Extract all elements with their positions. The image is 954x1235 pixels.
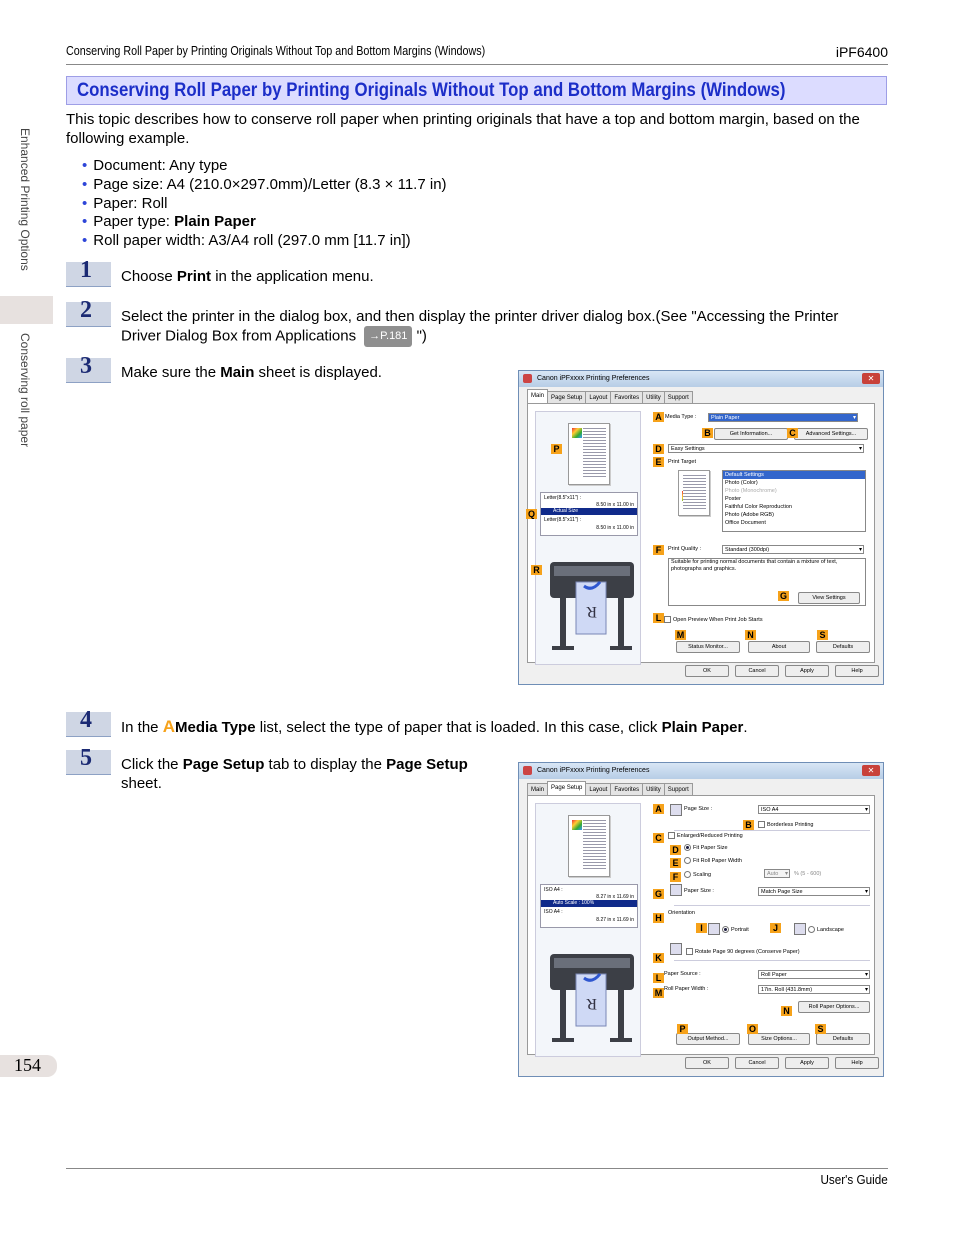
cancel-button[interactable]: Cancel: [735, 665, 779, 677]
footer-text: User's Guide: [820, 1172, 888, 1187]
tab-support[interactable]: Support: [664, 391, 693, 404]
header-rule: [66, 64, 888, 65]
print-quality-label: Print Quality :: [668, 546, 702, 552]
side-tab-section[interactable]: Conserving roll paper: [18, 333, 32, 448]
roll-paper-options-button[interactable]: Roll Paper Options...: [798, 1001, 870, 1013]
print-quality-select[interactable]: Standard (300dpi) ▾: [722, 545, 864, 554]
fit-roll-radio[interactable]: Fit Roll Paper Width: [684, 857, 742, 864]
tab-favorites[interactable]: Favorites: [610, 391, 643, 404]
rotate-icon: [670, 943, 682, 955]
callout-label: E: [653, 457, 664, 467]
landscape-icon: [794, 923, 806, 935]
media-type-select[interactable]: Plain Paper ▾: [708, 413, 858, 422]
step-3-number: 3: [80, 353, 92, 379]
callout-label: A: [653, 804, 664, 814]
list-item: • Page size: A4 (210.0×297.0mm)/Letter (8.3 × 11.7 in): [82, 176, 447, 193]
footer-rule: [66, 1168, 888, 1169]
callout-label: K: [653, 953, 664, 963]
document-preview: [568, 815, 610, 877]
callout-label: B: [743, 820, 754, 830]
callout-label: C: [653, 833, 664, 843]
open-preview-checkbox[interactable]: Open Preview When Print Job Starts: [664, 616, 763, 623]
orientation-label: Orientation: [668, 910, 695, 916]
page-icon: [670, 804, 682, 816]
scaling-input[interactable]: Auto ▾: [764, 869, 790, 878]
printer-illustration: [540, 552, 638, 660]
tab-page-setup[interactable]: Page Setup: [547, 781, 586, 796]
printer-illustration: [540, 944, 638, 1052]
callout-label: L: [653, 973, 664, 983]
scaling-range: % (5 - 600): [794, 871, 822, 877]
callout-label: P: [551, 444, 562, 454]
paper-size-label: Paper Size :: [684, 888, 714, 894]
callout-label: L: [653, 613, 664, 623]
page-size-select[interactable]: ISO A4 ▾: [758, 805, 870, 814]
description-box: Suitable for printing normal documents that contain a mixture of text, photographs and graphics.: [668, 558, 866, 606]
help-button[interactable]: Help: [835, 665, 879, 677]
callout-marker: A: [162, 717, 175, 736]
running-header-title: Conserving Roll Paper by Printing Originals Without Top and Bottom Margins (Windows): [66, 44, 486, 58]
page-reference-link[interactable]: →P.181: [364, 326, 412, 347]
callout-label: Q: [527, 509, 535, 519]
callout-label: O: [748, 1024, 756, 1034]
close-icon[interactable]: ✕: [862, 373, 880, 384]
page-size-label: Page Size :: [684, 806, 713, 812]
paper-source-select[interactable]: Roll Paper ▾: [758, 970, 870, 979]
step-3-text: Make sure the Main sheet is displayed.: [121, 364, 382, 381]
dialog-titlebar: Canon iPFxxxx Printing Preferences ✕: [519, 371, 883, 387]
scaling-radio[interactable]: Scaling: [684, 871, 711, 878]
list-item: • Document: Any type: [82, 157, 228, 174]
divider: [674, 905, 870, 906]
callout-label: R: [531, 565, 542, 575]
callout-label: S: [815, 1024, 826, 1034]
roll-width-select[interactable]: 17in. Roll (431.8mm) ▾: [758, 985, 870, 994]
about-button[interactable]: About: [748, 641, 810, 653]
step-1-text: Choose Print in the application menu.: [121, 268, 374, 285]
close-icon[interactable]: ✕: [862, 765, 880, 776]
size-options-button[interactable]: Size Options...: [748, 1033, 810, 1045]
media-type-label: Media Type :: [665, 414, 697, 420]
callout-label: M: [654, 988, 663, 998]
tab-support[interactable]: Support: [664, 783, 693, 796]
apply-button[interactable]: Apply: [785, 665, 829, 677]
ok-button[interactable]: OK: [685, 665, 729, 677]
tab-main[interactable]: Main: [527, 389, 548, 404]
tab-bar: [527, 783, 692, 795]
intro-paragraph: This topic describes how to conserve roll paper when printing originals that have a top and bottom margin, based on the following example.: [66, 111, 860, 147]
section-title: Conserving Roll Paper by Printing Originals Without Top and Bottom Margins (Windows): [77, 80, 786, 101]
portrait-icon: [708, 923, 720, 935]
get-information-button[interactable]: Get Information...: [714, 428, 788, 440]
tab-utility[interactable]: Utility: [642, 783, 665, 796]
main-sheet-panel: [527, 403, 875, 663]
paper-size-icon: [670, 884, 682, 896]
fit-paper-radio[interactable]: Fit Paper Size: [684, 844, 728, 851]
dialog-page-setup-screenshot: [518, 762, 884, 1077]
callout-label: F: [670, 872, 681, 882]
callout-label: I: [696, 923, 707, 933]
tab-layout[interactable]: Layout: [585, 391, 611, 404]
callout-label: F: [653, 545, 664, 555]
advanced-settings-button[interactable]: Advanced Settings...: [794, 428, 868, 440]
defaults-button[interactable]: Defaults: [816, 1033, 870, 1045]
borderless-checkbox[interactable]: Borderless Printing: [758, 821, 813, 828]
view-settings-button[interactable]: View Settings: [798, 592, 860, 604]
callout-label: S: [817, 630, 828, 640]
defaults-button[interactable]: Defaults: [816, 641, 870, 653]
running-header-model: iPF6400: [835, 44, 888, 60]
list-item: • Paper type: Plain Paper: [82, 213, 256, 230]
print-target-preview: [678, 470, 710, 516]
divider: [674, 830, 870, 831]
step-2-text: Select the printer in the dialog box, and then display the printer driver dialog box.(See "Accessing the Printer Driver Dialog Box from Applications →P.181 "): [121, 307, 838, 347]
callout-label: D: [670, 845, 681, 855]
dialog-titlebar: Canon iPFxxxx Printing Preferences ✕: [519, 763, 883, 779]
callout-label: E: [670, 858, 681, 868]
side-tab-marker: [0, 296, 53, 324]
step-1-number: 1: [80, 257, 92, 283]
callout-label: B: [702, 428, 713, 438]
printer-icon: [523, 374, 532, 383]
callout-label: P: [677, 1024, 688, 1034]
size-info: Letter(8.5"x11") : 8.50 in x 11.00 in Actual Size Letter(8.5"x11") : 8.50 in x 11.00 in: [540, 492, 638, 536]
tab-utility[interactable]: Utility: [642, 391, 665, 404]
paper-size-select[interactable]: Match Page Size ▾: [758, 887, 870, 896]
output-method-button[interactable]: Output Method...: [676, 1033, 740, 1045]
callout-label: M: [676, 630, 685, 640]
help-button[interactable]: Help: [835, 1057, 879, 1069]
print-target-list[interactable]: Default Settings Photo (Color) Photo (Monochrome) Poster Faithful Color Reproduction Photo (Adobe RGB) Office Document: [722, 470, 866, 532]
rotate-checkbox[interactable]: Rotate Page 90 degrees (Conserve Paper): [686, 948, 800, 955]
roll-width-label: Roll Paper Width :: [664, 986, 709, 992]
preview-area: [535, 803, 641, 1057]
list-item: • Roll paper width: A3/A4 roll (297.0 mm [11.7 in]): [82, 232, 411, 249]
callout-label: G: [779, 591, 787, 601]
step-5-number: 5: [80, 745, 92, 771]
apply-button[interactable]: Apply: [785, 1057, 829, 1069]
tab-layout[interactable]: Layout: [585, 783, 611, 796]
dialog-main-screenshot: [518, 370, 884, 685]
tab-main[interactable]: Main: [527, 783, 548, 796]
step-5-text: Click the Page Setup tab to display the Page Setup sheet.: [121, 756, 468, 792]
svg-text:R: R: [586, 995, 597, 1012]
side-tab-chapter[interactable]: Enhanced Printing Options: [18, 128, 32, 271]
callout-label: N: [781, 1006, 792, 1016]
print-target-label: Print Target: [668, 459, 697, 465]
svg-text:R: R: [586, 603, 597, 620]
tab-bar: [527, 391, 692, 403]
list-item: • Paper: Roll: [82, 195, 168, 212]
easy-settings-select[interactable]: Easy Settings ▾: [668, 444, 864, 453]
size-info: ISO A4 : 8.27 in x 11.69 in Auto Scale : 100% ISO A4 : 8.27 in x 11.69 in: [540, 884, 638, 928]
step-4-number: 4: [80, 707, 92, 733]
enlarged-checkbox[interactable]: Enlarged/Reduced Printing: [668, 832, 743, 839]
divider: [674, 960, 870, 961]
document-preview: [568, 423, 610, 485]
paper-source-label: Paper Source :: [664, 971, 701, 977]
tab-favorites[interactable]: Favorites: [610, 783, 643, 796]
callout-label: D: [653, 444, 664, 454]
tab-page-setup[interactable]: Page Setup: [547, 391, 586, 404]
page-number: 154: [14, 1055, 41, 1075]
printer-icon: [523, 766, 532, 775]
callout-label: N: [745, 630, 756, 640]
step-2-number: 2: [80, 297, 92, 323]
ok-button[interactable]: OK: [685, 1057, 729, 1069]
callout-label: H: [653, 913, 664, 923]
status-monitor-button[interactable]: Status Monitor...: [676, 641, 740, 653]
step-4-text: In the AMedia Type list, select the type of paper that is loaded. In this case, click Plain Paper.: [121, 717, 748, 736]
landscape-radio[interactable]: Landscape: [808, 926, 844, 933]
cancel-button[interactable]: Cancel: [735, 1057, 779, 1069]
callout-label: G: [654, 889, 662, 899]
callout-label: J: [770, 923, 781, 933]
portrait-radio[interactable]: Portrait: [722, 926, 749, 933]
callout-label: A: [653, 412, 664, 422]
callout-label: C: [787, 428, 798, 438]
